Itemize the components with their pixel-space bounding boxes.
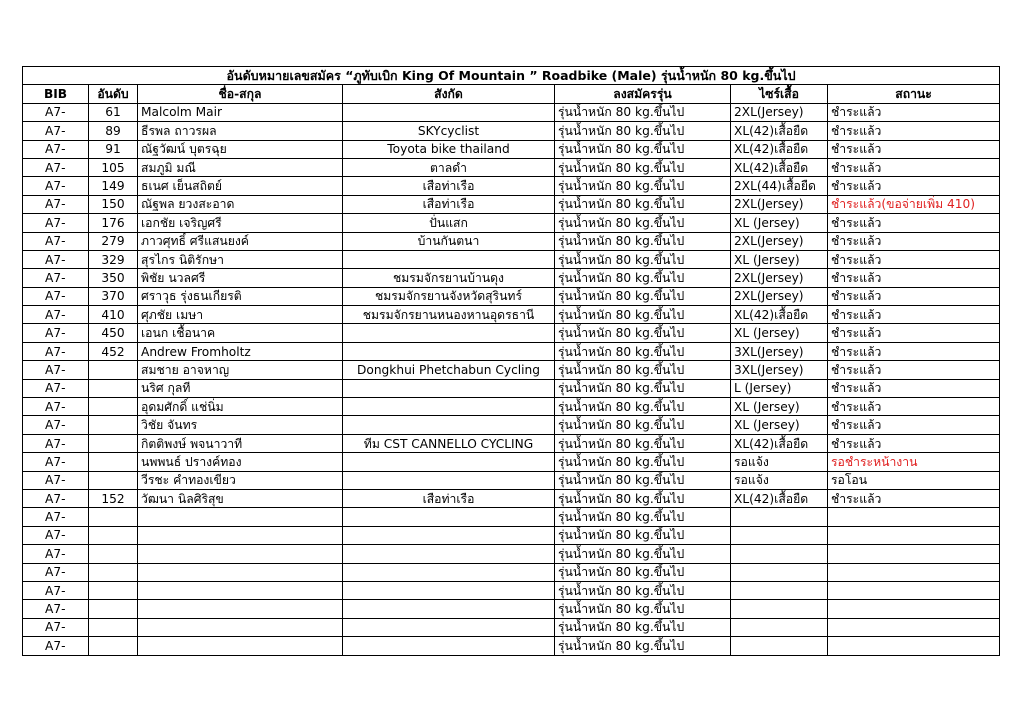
shirt-size-cell: 2XL(Jersey) <box>731 269 828 287</box>
bib-cell: A7- <box>23 306 89 324</box>
rank-cell <box>89 618 138 636</box>
table-row <box>23 618 1000 636</box>
club-cell: เสือท่าเรือ <box>343 177 555 195</box>
shirt-size-cell <box>731 637 828 655</box>
bib-cell: A7- <box>23 545 89 563</box>
rank-cell <box>89 545 138 563</box>
category-cell: รุ่นน้ำหนัก 80 kg.ขึ้นไป <box>555 177 731 195</box>
name-cell: นพพนธ์ ปรางค์ทอง <box>138 453 343 471</box>
name-cell: อุดมศักดิ์ แช่นิ่ม <box>138 398 343 416</box>
status-cell: ชำระแล้ว <box>828 361 1000 379</box>
table-row <box>23 158 1000 176</box>
table-row <box>23 508 1000 526</box>
category-cell: รุ่นน้ำหนัก 80 kg.ขึ้นไป <box>555 287 731 305</box>
name-cell <box>138 600 343 618</box>
name-cell: วัฒนา นิลศิริสุข <box>138 489 343 507</box>
shirt-size-cell: XL(42)เสื้อยืด <box>731 306 828 324</box>
name-cell: ณัฐวัฒน์ บุตรฉุย <box>138 140 343 158</box>
bib-cell: A7- <box>23 342 89 360</box>
club-cell <box>343 103 555 121</box>
shirt-size-cell: 2XL(Jersey) <box>731 195 828 213</box>
shirt-size-cell: รอแจ้ง <box>731 471 828 489</box>
table-row <box>23 398 1000 416</box>
category-cell: รุ่นน้ำหนัก 80 kg.ขึ้นไป <box>555 508 731 526</box>
status-cell: รอโอน <box>828 471 1000 489</box>
table-row <box>23 232 1000 250</box>
club-cell <box>343 545 555 563</box>
category-cell: รุ่นน้ำหนัก 80 kg.ขึ้นไป <box>555 214 731 232</box>
name-cell <box>138 545 343 563</box>
category-cell: รุ่นน้ำหนัก 80 kg.ขึ้นไป <box>555 471 731 489</box>
bib-cell: A7- <box>23 471 89 489</box>
status-cell: ชำระแล้ว <box>828 398 1000 416</box>
category-cell: รุ่นน้ำหนัก 80 kg.ขึ้นไป <box>555 379 731 397</box>
rank-cell <box>89 581 138 599</box>
category-cell: รุ่นน้ำหนัก 80 kg.ขึ้นไป <box>555 398 731 416</box>
table-row <box>23 342 1000 360</box>
shirt-size-cell: XL(42)เสื้อยืด <box>731 489 828 507</box>
club-cell <box>343 453 555 471</box>
rank-cell: 176 <box>89 214 138 232</box>
club-cell <box>343 324 555 342</box>
rank-cell <box>89 637 138 655</box>
bib-cell: A7- <box>23 103 89 121</box>
table-row <box>23 214 1000 232</box>
club-cell <box>343 379 555 397</box>
rank-cell: 350 <box>89 269 138 287</box>
bib-cell: A7- <box>23 361 89 379</box>
status-cell <box>828 545 1000 563</box>
table-row <box>23 250 1000 268</box>
table-row <box>23 103 1000 121</box>
category-cell: รุ่นน้ำหนัก 80 kg.ขึ้นไป <box>555 563 731 581</box>
table-row <box>23 416 1000 434</box>
bib-cell: A7- <box>23 324 89 342</box>
status-cell: ชำระแล้ว(ขอจ่ายเพิ่ม 410) <box>828 195 1000 213</box>
name-cell: สมชาย อาจหาญ <box>138 361 343 379</box>
club-cell: เสือท่าเรือ <box>343 489 555 507</box>
rank-cell: 329 <box>89 250 138 268</box>
shirt-size-cell: 2XL(44)เสื้อยืด <box>731 177 828 195</box>
rank-cell: 91 <box>89 140 138 158</box>
rank-cell: 105 <box>89 158 138 176</box>
category-cell: รุ่นน้ำหนัก 80 kg.ขึ้นไป <box>555 453 731 471</box>
name-cell: เอกชัย เจริญศรี <box>138 214 343 232</box>
club-cell <box>343 600 555 618</box>
rank-cell <box>89 361 138 379</box>
status-cell: ชำระแล้ว <box>828 232 1000 250</box>
status-cell: รอชำระหน้างาน <box>828 453 1000 471</box>
category-cell: รุ่นน้ำหนัก 80 kg.ขึ้นไป <box>555 526 731 544</box>
rank-cell <box>89 398 138 416</box>
shirt-size-cell: 3XL(Jersey) <box>731 342 828 360</box>
table-body <box>23 103 1000 655</box>
bib-cell: A7- <box>23 563 89 581</box>
rank-cell <box>89 471 138 489</box>
rank-cell: 450 <box>89 324 138 342</box>
status-cell: ชำระแล้ว <box>828 269 1000 287</box>
name-cell <box>138 637 343 655</box>
shirt-size-cell <box>731 618 828 636</box>
status-cell: ชำระแล้ว <box>828 158 1000 176</box>
table-row <box>23 379 1000 397</box>
category-cell: รุ่นน้ำหนัก 80 kg.ขึ้นไป <box>555 195 731 213</box>
status-cell <box>828 581 1000 599</box>
name-cell: ศุภชัย เมษา <box>138 306 343 324</box>
rank-cell: 61 <box>89 103 138 121</box>
status-cell: ชำระแล้ว <box>828 489 1000 507</box>
bib-cell: A7- <box>23 287 89 305</box>
bib-cell: A7- <box>23 398 89 416</box>
club-cell <box>343 563 555 581</box>
shirt-size-cell <box>731 563 828 581</box>
bib-cell: A7- <box>23 453 89 471</box>
sheet-title: อันดับหมายเลขสมัคร “ภูทับเบิก King Of Mountain ” Roadbike (Male) รุ่นน้ำหนัก 80 kg.ขึ้นไป <box>23 67 1000 85</box>
category-cell: รุ่นน้ำหนัก 80 kg.ขึ้นไป <box>555 158 731 176</box>
shirt-size-cell <box>731 581 828 599</box>
rank-cell: 279 <box>89 232 138 250</box>
club-cell <box>343 637 555 655</box>
category-cell: รุ่นน้ำหนัก 80 kg.ขึ้นไป <box>555 324 731 342</box>
rank-cell <box>89 453 138 471</box>
table-row <box>23 324 1000 342</box>
shirt-size-cell <box>731 508 828 526</box>
header-club: สังกัด <box>343 85 555 103</box>
name-cell: กิตติพงษ์ พจนาวาที <box>138 434 343 452</box>
status-cell <box>828 637 1000 655</box>
status-cell <box>828 508 1000 526</box>
rank-cell: 89 <box>89 122 138 140</box>
name-cell <box>138 508 343 526</box>
status-cell: ชำระแล้ว <box>828 434 1000 452</box>
shirt-size-cell: XL (Jersey) <box>731 324 828 342</box>
club-cell <box>343 618 555 636</box>
club-cell: ปั่นแสก <box>343 214 555 232</box>
category-cell: รุ่นน้ำหนัก 80 kg.ขึ้นไป <box>555 434 731 452</box>
name-cell <box>138 526 343 544</box>
category-cell: รุ่นน้ำหนัก 80 kg.ขึ้นไป <box>555 637 731 655</box>
header-shirt-size: ไซร์เสื้อ <box>731 85 828 103</box>
header-category: ลงสมัครรุ่น <box>555 85 731 103</box>
status-cell: ชำระแล้ว <box>828 177 1000 195</box>
name-cell: ณัฐพล ยวงสะอาด <box>138 195 343 213</box>
name-cell: พิชัย นวลศรี <box>138 269 343 287</box>
header-row <box>23 85 1000 103</box>
category-cell: รุ่นน้ำหนัก 80 kg.ขึ้นไป <box>555 600 731 618</box>
bib-cell: A7- <box>23 158 89 176</box>
bib-cell: A7- <box>23 214 89 232</box>
category-cell: รุ่นน้ำหนัก 80 kg.ขึ้นไป <box>555 545 731 563</box>
rank-cell <box>89 379 138 397</box>
header-rank: อันดับ <box>89 85 138 103</box>
shirt-size-cell: 2XL(Jersey) <box>731 232 828 250</box>
category-cell: รุ่นน้ำหนัก 80 kg.ขึ้นไป <box>555 306 731 324</box>
status-cell: ชำระแล้ว <box>828 122 1000 140</box>
table-row <box>23 545 1000 563</box>
table-row <box>23 453 1000 471</box>
shirt-size-cell: L (Jersey) <box>731 379 828 397</box>
status-cell: ชำระแล้ว <box>828 214 1000 232</box>
club-cell: ชมรมจักรยานจังหวัดสุรินทร์ <box>343 287 555 305</box>
shirt-size-cell: XL(42)เสื้อยืด <box>731 122 828 140</box>
club-cell: ชมรมจักรยานหนองหานอุดรธานี <box>343 306 555 324</box>
category-cell: รุ่นน้ำหนัก 80 kg.ขึ้นไป <box>555 618 731 636</box>
shirt-size-cell: XL (Jersey) <box>731 416 828 434</box>
bib-cell: A7- <box>23 637 89 655</box>
status-cell: ชำระแล้ว <box>828 140 1000 158</box>
bib-cell: A7- <box>23 250 89 268</box>
status-cell: ชำระแล้ว <box>828 250 1000 268</box>
header-status: สถานะ <box>828 85 1000 103</box>
bib-cell: A7- <box>23 434 89 452</box>
status-cell <box>828 526 1000 544</box>
name-cell: ศราวุธ รุ่งธนเกียรติ <box>138 287 343 305</box>
table-row <box>23 471 1000 489</box>
name-cell: Andrew Fromholtz <box>138 342 343 360</box>
category-cell: รุ่นน้ำหนัก 80 kg.ขึ้นไป <box>555 489 731 507</box>
rank-cell: 152 <box>89 489 138 507</box>
club-cell <box>343 508 555 526</box>
name-cell: ภาวศุทธิ์ ศรีแสนยงค์ <box>138 232 343 250</box>
shirt-size-cell: XL(42)เสื้อยืด <box>731 158 828 176</box>
bib-cell: A7- <box>23 177 89 195</box>
table-row <box>23 361 1000 379</box>
rank-cell: 150 <box>89 195 138 213</box>
club-cell <box>343 581 555 599</box>
shirt-size-cell: 3XL(Jersey) <box>731 361 828 379</box>
rank-cell: 410 <box>89 306 138 324</box>
registration-table <box>22 66 1000 656</box>
club-cell <box>343 398 555 416</box>
bib-cell: A7- <box>23 526 89 544</box>
table-row <box>23 122 1000 140</box>
category-cell: รุ่นน้ำหนัก 80 kg.ขึ้นไป <box>555 250 731 268</box>
name-cell: ธีรพล ถาวรผล <box>138 122 343 140</box>
name-cell: วีรชะ คำทองเขียว <box>138 471 343 489</box>
header-name: ชื่อ-สกุล <box>138 85 343 103</box>
table-row <box>23 195 1000 213</box>
club-cell <box>343 526 555 544</box>
rank-cell: 370 <box>89 287 138 305</box>
status-cell <box>828 600 1000 618</box>
bib-cell: A7- <box>23 508 89 526</box>
club-cell: เสือท่าเรือ <box>343 195 555 213</box>
name-cell: วิชัย จันทร <box>138 416 343 434</box>
status-cell <box>828 563 1000 581</box>
rank-cell: 149 <box>89 177 138 195</box>
name-cell: Malcolm Mair <box>138 103 343 121</box>
rank-cell <box>89 526 138 544</box>
category-cell: รุ่นน้ำหนัก 80 kg.ขึ้นไป <box>555 342 731 360</box>
shirt-size-cell: XL (Jersey) <box>731 398 828 416</box>
rank-cell <box>89 416 138 434</box>
table-row <box>23 287 1000 305</box>
shirt-size-cell: XL (Jersey) <box>731 214 828 232</box>
bib-cell: A7- <box>23 600 89 618</box>
category-cell: รุ่นน้ำหนัก 80 kg.ขึ้นไป <box>555 581 731 599</box>
table-row <box>23 434 1000 452</box>
club-cell: Dongkhui Phetchabun Cycling <box>343 361 555 379</box>
bib-cell: A7- <box>23 416 89 434</box>
bib-cell: A7- <box>23 581 89 599</box>
table-row <box>23 489 1000 507</box>
status-cell: ชำระแล้ว <box>828 324 1000 342</box>
category-cell: รุ่นน้ำหนัก 80 kg.ขึ้นไป <box>555 122 731 140</box>
rank-cell <box>89 434 138 452</box>
shirt-size-cell: รอแจ้ง <box>731 453 828 471</box>
club-cell: Toyota bike thailand <box>343 140 555 158</box>
bib-cell: A7- <box>23 140 89 158</box>
table-row <box>23 563 1000 581</box>
category-cell: รุ่นน้ำหนัก 80 kg.ขึ้นไป <box>555 416 731 434</box>
table-row <box>23 177 1000 195</box>
status-cell: ชำระแล้ว <box>828 416 1000 434</box>
header-bib: BIB <box>23 85 89 103</box>
status-cell <box>828 618 1000 636</box>
bib-cell: A7- <box>23 618 89 636</box>
shirt-size-cell: 2XL(Jersey) <box>731 287 828 305</box>
table-row <box>23 526 1000 544</box>
shirt-size-cell: XL(42)เสื้อยืด <box>731 434 828 452</box>
shirt-size-cell: XL (Jersey) <box>731 250 828 268</box>
club-cell <box>343 342 555 360</box>
club-cell: SKYcyclist <box>343 122 555 140</box>
bib-cell: A7- <box>23 379 89 397</box>
name-cell: ธเนศ เย็นสถิตย์ <box>138 177 343 195</box>
shirt-size-cell <box>731 526 828 544</box>
shirt-size-cell: XL(42)เสื้อยืด <box>731 140 828 158</box>
category-cell: รุ่นน้ำหนัก 80 kg.ขึ้นไป <box>555 140 731 158</box>
status-cell: ชำระแล้ว <box>828 379 1000 397</box>
bib-cell: A7- <box>23 232 89 250</box>
shirt-size-cell <box>731 600 828 618</box>
name-cell <box>138 581 343 599</box>
rank-cell <box>89 508 138 526</box>
shirt-size-cell <box>731 545 828 563</box>
club-cell: บ้านกันตนา <box>343 232 555 250</box>
table-row <box>23 581 1000 599</box>
name-cell <box>138 563 343 581</box>
table-row <box>23 306 1000 324</box>
name-cell <box>138 618 343 636</box>
status-cell: ชำระแล้ว <box>828 306 1000 324</box>
rank-cell <box>89 600 138 618</box>
bib-cell: A7- <box>23 195 89 213</box>
bib-cell: A7- <box>23 489 89 507</box>
category-cell: รุ่นน้ำหนัก 80 kg.ขึ้นไป <box>555 361 731 379</box>
bib-cell: A7- <box>23 269 89 287</box>
club-cell <box>343 250 555 268</box>
club-cell: ชมรมจักรยานบ้านดุง <box>343 269 555 287</box>
name-cell: สมภูมิ มณี <box>138 158 343 176</box>
club-cell <box>343 471 555 489</box>
table-row <box>23 269 1000 287</box>
table-row <box>23 140 1000 158</box>
category-cell: รุ่นน้ำหนัก 80 kg.ขึ้นไป <box>555 103 731 121</box>
name-cell: สุรไกร นิติรักษา <box>138 250 343 268</box>
table-row <box>23 600 1000 618</box>
shirt-size-cell: 2XL(Jersey) <box>731 103 828 121</box>
status-cell: ชำระแล้ว <box>828 287 1000 305</box>
category-cell: รุ่นน้ำหนัก 80 kg.ขึ้นไป <box>555 232 731 250</box>
club-cell <box>343 416 555 434</box>
rank-cell: 452 <box>89 342 138 360</box>
status-cell: ชำระแล้ว <box>828 342 1000 360</box>
status-cell: ชำระแล้ว <box>828 103 1000 121</box>
bib-cell: A7- <box>23 122 89 140</box>
name-cell: เอนก เชื้อนาค <box>138 324 343 342</box>
rank-cell <box>89 563 138 581</box>
club-cell: ทีม CST CANNELLO CYCLING <box>343 434 555 452</box>
category-cell: รุ่นน้ำหนัก 80 kg.ขึ้นไป <box>555 269 731 287</box>
name-cell: นริศ กุลที <box>138 379 343 397</box>
table-row <box>23 637 1000 655</box>
club-cell: ตาลดำ <box>343 158 555 176</box>
